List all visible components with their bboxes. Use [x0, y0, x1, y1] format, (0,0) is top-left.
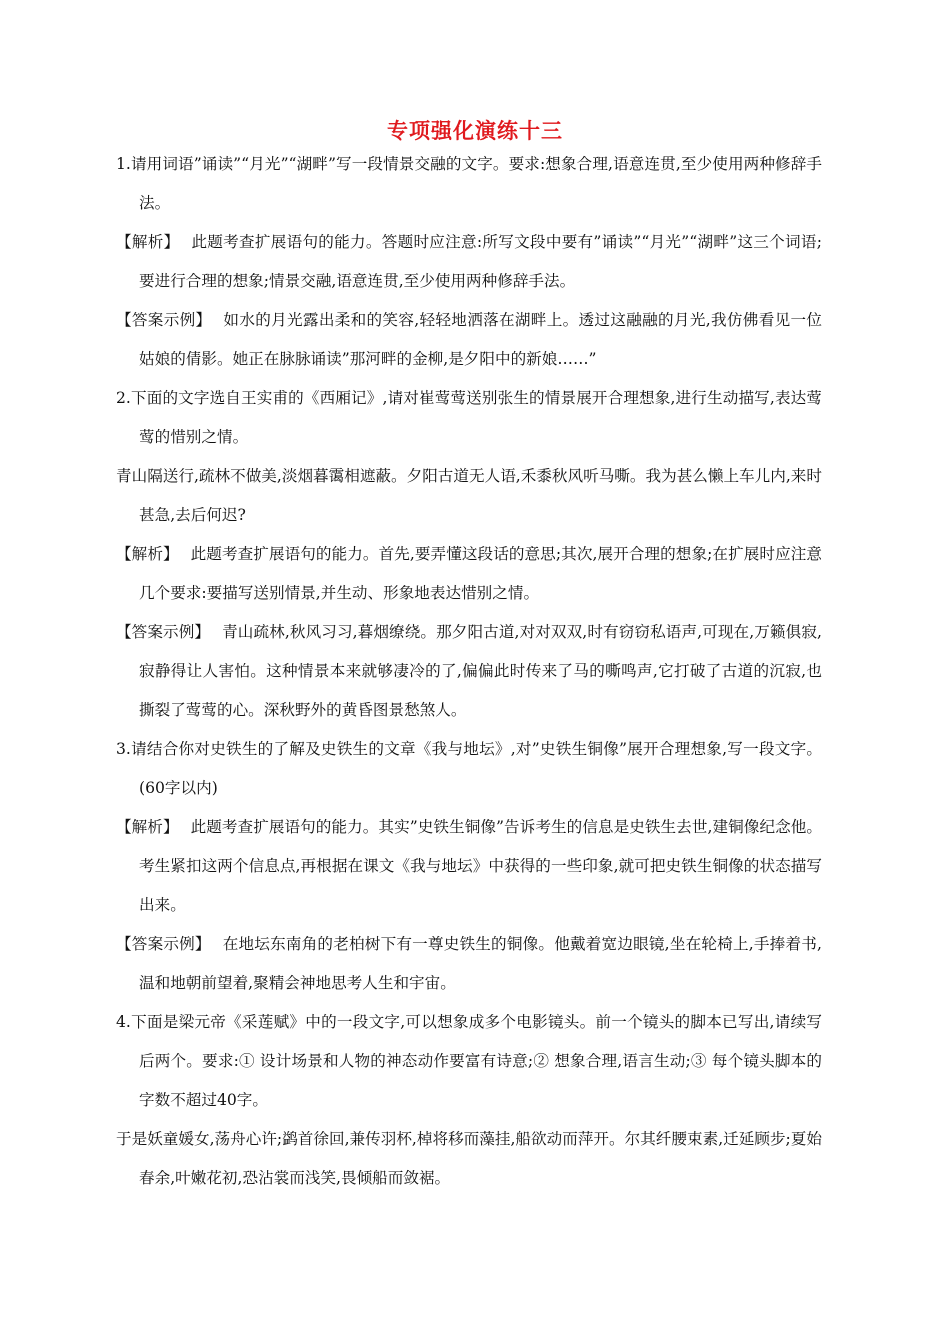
analysis-text: 此题考查扩展语句的能力。首先,要弄懂这段话的意思;其次,展开合理的想象;在扩展时应注意几个要求:要描写送别情景,并生动、形象地表达惜别之情。: [139, 545, 822, 602]
q3-answer: [116, 925, 822, 1003]
analysis-tag: 【解析】: [116, 233, 180, 251]
q1-answer: [116, 301, 822, 379]
answer-text: 在地坛东南角的老柏树下有一尊史铁生的铜像。他戴着宽边眼镜,坐在轮椅上,手捧着书,温和地朝前望着,聚精会神地思考人生和宇宙。: [139, 935, 822, 992]
q1-analysis: [116, 223, 822, 301]
answer-tag: 【答案示例】: [116, 311, 212, 329]
answer-tag: 【答案示例】: [116, 935, 211, 953]
question-2: 2.下面的文字选自王实甫的《西厢记》,请对崔莺莺送别张生的情景展开合理想象,进行生动描写,表达莺莺的惜别之情。: [116, 389, 822, 446]
analysis-text: 此题考查扩展语句的能力。答题时应注意:所写文段中要有”诵读”“月光”“湖畔”这三个词语;要进行合理的想象;情景交融,语意连贯,至少使用两种修辞手法。: [139, 233, 822, 290]
question-1: 1.请用词语”诵读”“月光”“湖畔”写一段情景交融的文字。要求:想象合理,语意连贯,至少使用两种修辞手法。: [116, 155, 822, 212]
question-4: 4.下面是梁元帝《采莲赋》中的一段文字,可以想象成多个电影镜头。前一个镜头的脚本已写出,请续写后两个。要求:① 设计场景和人物的神态动作要富有诗意;② 想象合理,语言生动;③ 每个镜头脚本的字数不超过40字。: [116, 1013, 822, 1109]
answer-text: 如水的月光露出柔和的笑容,轻轻地洒落在湖畔上。透过这融融的月光,我仿佛看见一位姑娘的倩影。她正在脉脉诵读”那河畔的金柳,是夕阳中的新娘……”: [139, 311, 822, 368]
q4-passage: 于是妖童媛女,荡舟心许;鹢首徐回,兼传羽杯,棹将移而藻挂,船欲动而萍开。尔其纤腰束素,迁延顾步;夏始春余,叶嫩花初,恐沾裳而浅笑,畏倾船而敛裾。: [116, 1130, 822, 1187]
answer-tag: 【答案示例】: [116, 623, 211, 641]
question-3: 3.请结合你对史铁生的了解及史铁生的文章《我与地坛》,对”史铁生铜像”展开合理想象,写一段文字。(60字以内): [116, 740, 822, 797]
q2-analysis: [116, 535, 822, 613]
analysis-text: 此题考查扩展语句的能力。其实”史铁生铜像”告诉考生的信息是史铁生去世,建铜像纪念他。考生紧扣这两个信息点,再根据在课文《我与地坛》中获得的一些印象,就可把史铁生铜像的状态描写出来。: [139, 818, 822, 914]
analysis-tag: 【解析】: [116, 545, 179, 563]
q3-analysis: [116, 808, 822, 925]
document-body: [116, 145, 822, 1198]
answer-text: 青山疏林,秋风习习,暮烟缭绕。那夕阳古道,对对双双,时有窃窃私语声,可现在,万籁俱寂,寂静得让人害怕。这种情景本来就够凄冷的了,偏偏此时传来了马的嘶鸣声,它打破了古道的沉寂,也撕裂了莺莺的心。深秋野外的黄昏图景愁煞人。: [139, 623, 822, 719]
analysis-tag: 【解析】: [116, 818, 179, 836]
page-title: 专项强化演练十三: [387, 119, 563, 143]
q2-answer: [116, 613, 822, 730]
q2-passage: 青山隔送行,疏林不做美,淡烟暮霭相遮蔽。夕阳古道无人语,禾黍秋风听马嘶。我为甚么懒上车儿内,来时甚急,去后何迟?: [116, 467, 822, 524]
